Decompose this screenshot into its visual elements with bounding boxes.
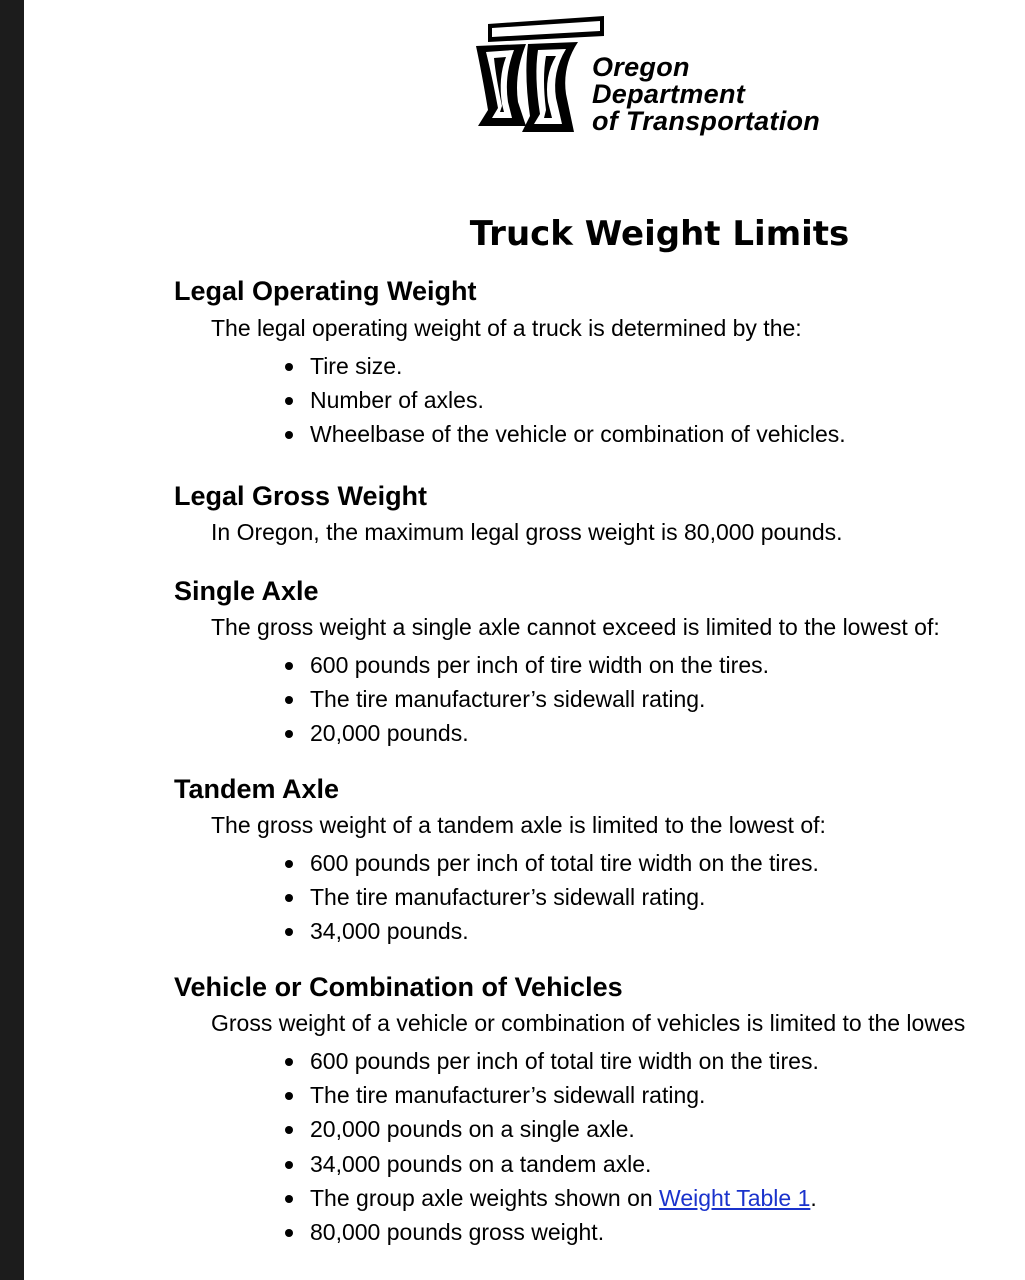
logo-line-2: Department (592, 79, 746, 109)
logo-line-3: of Transportation (592, 106, 821, 136)
list-item: 600 pounds per inch of total tire width on the tires. (284, 1047, 819, 1081)
list-item: 600 pounds per inch of total tire width on the tires. (284, 849, 819, 883)
document-title: Truck Weight Limits (469, 213, 850, 254)
document-page (24, 0, 1025, 1280)
section-text-tandem-axle: The gross weight of a tandem axle is limited to the lowest of: (211, 812, 826, 838)
section-heading-vehicle-combination: Vehicle or Combination of Vehicles (174, 972, 623, 1002)
link-trailing-punctuation: . (810, 1184, 817, 1211)
list-item: The tire manufacturer’s sidewall rating. (284, 883, 819, 917)
list-item: The tire manufacturer’s sidewall rating. (284, 1081, 819, 1115)
logo-wordmark (592, 54, 820, 135)
list-item: 20,000 pounds on a single axle. (284, 1115, 819, 1149)
section-text-vehicle-combination: Gross weight of a vehicle or combination of vehicles is limited to the lowes (211, 1010, 966, 1036)
list-item: 34,000 pounds on a tandem axle. (284, 1150, 819, 1184)
section-text-single-axle: The gross weight a single axle cannot exceed is limited to the lowest of: (211, 614, 940, 640)
bullet-list-tandem-axle (284, 849, 819, 952)
section-heading-tandem-axle: Tandem Axle (174, 774, 340, 804)
section-heading-legal-gross-weight: Legal Gross Weight (174, 481, 428, 511)
logo-line-1: Oregon (592, 52, 690, 82)
bullet-list-vehicle-combination (284, 1047, 819, 1252)
odot-logo-icon (474, 14, 604, 136)
weight-table-1-link[interactable]: Weight Table 1 (659, 1184, 811, 1211)
section-heading-legal-operating-weight: Legal Operating Weight (174, 276, 477, 306)
section-text-legal-operating-weight: The legal operating weight of a truck is determined by the: (211, 315, 802, 341)
list-item: 600 pounds per inch of tire width on the tires. (284, 651, 769, 685)
screen-edge-bar (0, 0, 24, 1280)
list-item: Wheelbase of the vehicle or combination of vehicles. (284, 420, 846, 454)
list-item-with-link (284, 1184, 819, 1218)
bullet-list-single-axle (284, 651, 769, 754)
list-item-text: The group axle weights shown on (310, 1184, 660, 1211)
section-text-legal-gross-weight: In Oregon, the maximum legal gross weight is 80,000 pounds. (211, 519, 843, 545)
list-item: Number of axles. (284, 386, 846, 420)
list-item: 20,000 pounds. (284, 719, 769, 753)
list-item: Tire size. (284, 352, 846, 386)
section-heading-single-axle: Single Axle (174, 576, 319, 606)
list-item: The tire manufacturer’s sidewall rating. (284, 685, 769, 719)
list-item: 34,000 pounds. (284, 917, 819, 951)
list-item: 80,000 pounds gross weight. (284, 1218, 819, 1252)
bullet-list-legal-operating-weight (284, 352, 846, 455)
